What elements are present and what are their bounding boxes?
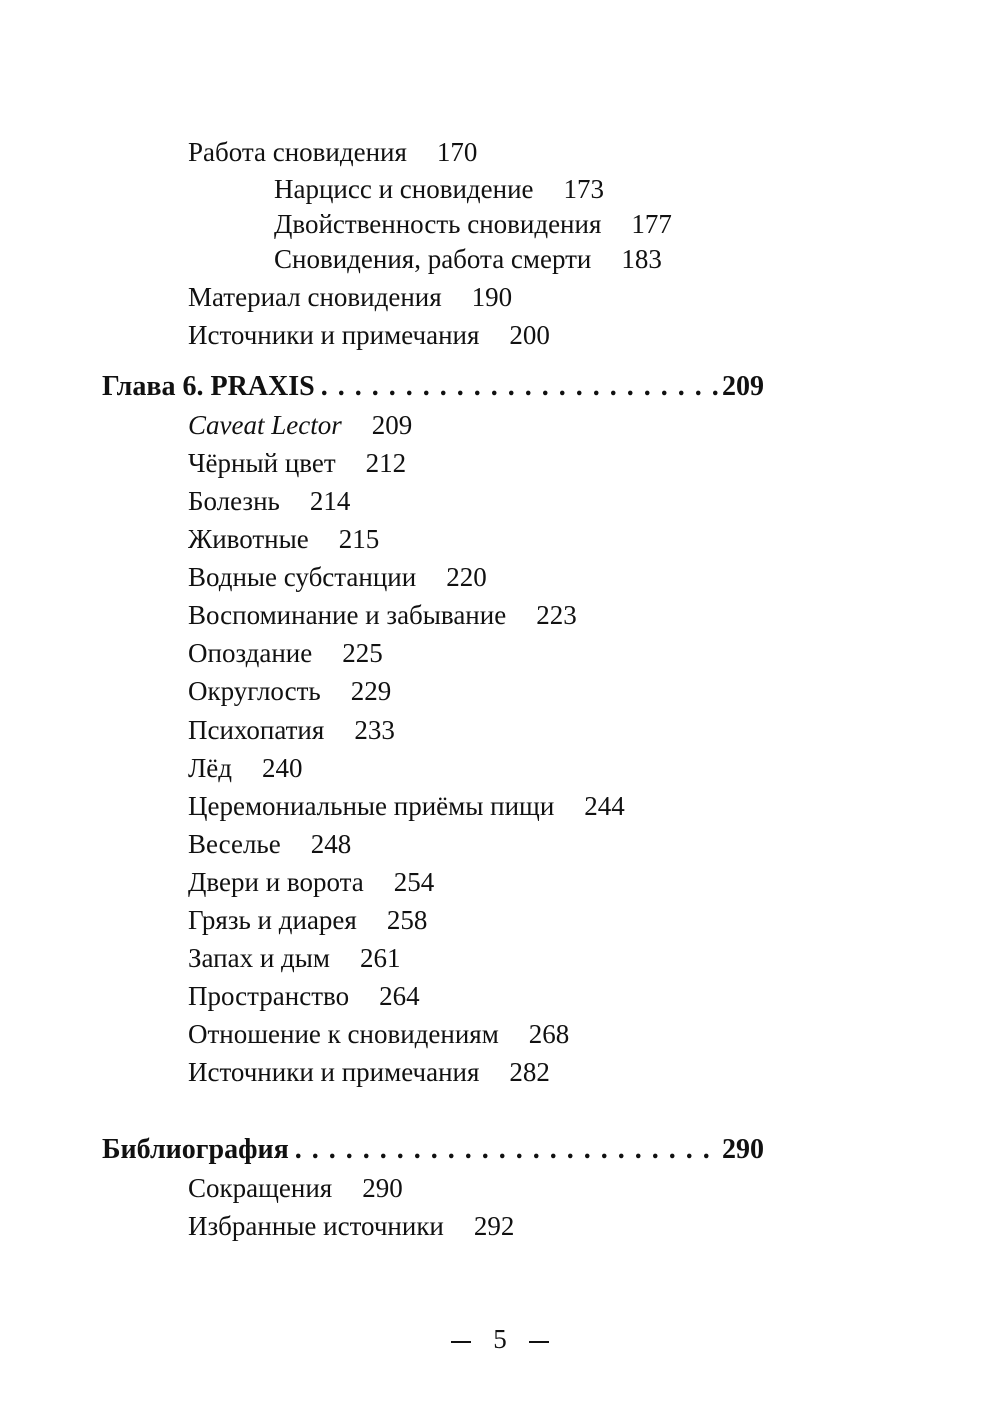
- toc-entry-title: Сновидения, работа смерти: [274, 244, 592, 274]
- toc-entry: [188, 713, 395, 747]
- toc-entry-page: 233: [354, 715, 395, 745]
- toc-entry-page: 282: [509, 1057, 550, 1087]
- toc-entry-page: 240: [262, 753, 303, 783]
- toc-entry-title: Работа сновидения: [188, 137, 407, 167]
- toc-entry: [188, 941, 401, 975]
- toc-entry: [188, 865, 434, 899]
- toc-entry: [188, 280, 512, 314]
- toc-entry: [188, 674, 391, 708]
- toc-entry: [188, 446, 406, 480]
- toc-entry-title: Воспоминание и забывание: [188, 600, 507, 630]
- toc-entry-page: 290: [362, 1173, 403, 1203]
- toc-entry-page: 220: [446, 562, 487, 592]
- toc-entry: [188, 598, 577, 632]
- toc-entry-page: 200: [509, 320, 550, 350]
- toc-entry-page: 264: [379, 981, 420, 1011]
- bibliography-page: 290: [722, 1134, 764, 1165]
- toc-entry-page: 190: [471, 282, 513, 312]
- toc-entry-title: Психопатия: [188, 715, 325, 745]
- toc-entry-title: Водные субстанции: [188, 562, 417, 592]
- toc-entry-page: 223: [536, 600, 577, 630]
- toc-entry-title: Лёд: [188, 753, 233, 783]
- toc-entry-page: 268: [528, 1019, 570, 1049]
- toc-entry-title: Запах и дым: [188, 943, 331, 973]
- toc-entry-title: Веселье: [188, 829, 281, 859]
- toc-entry-page: 173: [563, 174, 605, 204]
- toc-entry-title: Caveat Lector: [188, 410, 342, 440]
- toc-entry-title: Сокращения: [188, 1173, 333, 1203]
- chapter-title: Глава 6. PRAXIS: [102, 371, 315, 402]
- toc-entry-page: 258: [386, 905, 428, 935]
- toc-entry-title: Церемониальные приёмы пищи: [188, 791, 555, 821]
- toc-entry-page: 209: [371, 410, 413, 440]
- bibliography-title: Библиография: [102, 1134, 289, 1165]
- toc-entry: [188, 1055, 550, 1089]
- toc-entry-page: 225: [342, 638, 383, 668]
- toc-entry-page: 254: [393, 867, 435, 897]
- toc-entry-page: 212: [365, 448, 407, 478]
- toc-entry: [188, 135, 477, 169]
- toc-entry-page: 261: [360, 943, 401, 973]
- toc-subentry: [274, 207, 672, 241]
- toc-entry: [188, 408, 412, 442]
- leader-dots: [289, 1132, 718, 1168]
- page-folio: [0, 1322, 1000, 1356]
- folio-dash-left: [451, 1341, 471, 1343]
- toc-entry: [188, 903, 427, 937]
- toc-entry-title: Болезнь: [188, 486, 280, 516]
- folio-dash-right: [529, 1341, 549, 1343]
- chapter-page: 209: [722, 371, 764, 402]
- toc-entry: [188, 560, 487, 594]
- toc-entry-page: 183: [621, 244, 662, 274]
- toc-entry-page: 244: [584, 791, 625, 821]
- toc-entry-title: Опоздание: [188, 638, 313, 668]
- toc-entry-title: Отношение к сновидениям: [188, 1019, 499, 1049]
- toc-entry-title: Пространство: [188, 981, 350, 1011]
- toc-entry-title: Чёрный цвет: [188, 448, 336, 478]
- toc-entry: [188, 827, 351, 861]
- toc-entry-title: Животные: [188, 524, 309, 554]
- toc-entry-title: Двойственность сновидения: [274, 209, 602, 239]
- toc-subentry: [274, 172, 604, 206]
- toc-entry-title: Источники и примечания: [188, 320, 480, 350]
- toc-entry: [188, 979, 420, 1013]
- toc-entry-page: 215: [338, 524, 380, 554]
- toc-entry-page: 177: [631, 209, 672, 239]
- toc-entry: [188, 751, 303, 785]
- toc-entry-page: 170: [436, 137, 478, 167]
- toc-entry: [188, 522, 379, 556]
- page-number: 5: [493, 1324, 507, 1354]
- bibliography-heading: [102, 1132, 764, 1168]
- toc-entry: [188, 1171, 403, 1205]
- toc-entry: [188, 484, 350, 518]
- chapter-heading: [102, 369, 764, 405]
- toc-entry: [188, 1209, 514, 1243]
- toc-entry-page: 229: [350, 676, 392, 706]
- toc-entry-title: Грязь и диарея: [188, 905, 357, 935]
- leader-dots: [315, 369, 718, 405]
- toc-subentry: [274, 242, 662, 276]
- toc-entry-title: Избранные источники: [188, 1211, 444, 1241]
- toc-entry: [188, 1017, 569, 1051]
- toc-entry-page: 248: [310, 829, 352, 859]
- toc-entry: [188, 789, 625, 823]
- toc-entry-title: Двери и ворота: [188, 867, 364, 897]
- toc-entry-page: 214: [309, 486, 351, 516]
- toc-entry: [188, 318, 550, 352]
- toc-entry-page: 292: [473, 1211, 515, 1241]
- toc-entry-title: Округлость: [188, 676, 321, 706]
- toc-entry-title: Нарцисс и сновидение: [274, 174, 534, 204]
- toc-entry: [188, 636, 383, 670]
- toc-entry-title: Источники и примечания: [188, 1057, 480, 1087]
- toc-entry-title: Материал сновидения: [188, 282, 442, 312]
